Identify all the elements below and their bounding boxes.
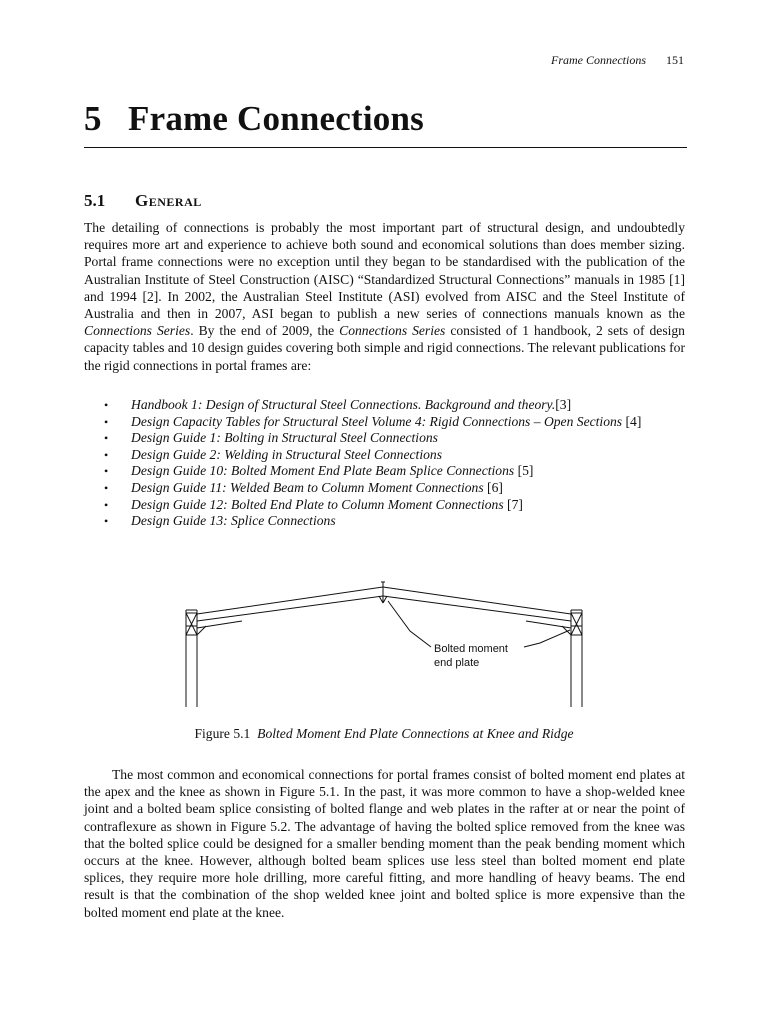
body-paragraph-2: The most common and economical connections for portal frames consist of bolted moment end plates at the apex and the knee as shown in Figure 5.1. In the past, it was more common to have a shop-welded knee joint and a bolted beam splice consisting of bolted flange and web plates in the rafter at or near the point of contraflexure as shown in Figure 5.2. The advantage of having the bolted splice removed from the knee was that the bolted splice could be designed for a smaller bending moment than the peak bending moment which occurs at the knee. However, although bolted beam splices use less steel than bolted moment end plate splices, they require more hole drilling, more careful fitting, and more handling of heavy beams. The end result is that the combination of the shop welded knee joint and bolted splice is more expensive than the bolted moment end plate at the knee. (84, 767, 685, 920)
right-rafter (383, 587, 571, 621)
publication-title: Design Guide 13: Splice Connections (131, 513, 336, 529)
publication-list (84, 397, 685, 530)
para1-italic-2: Connections Series (339, 323, 446, 339)
portal-frame-drawing (182, 577, 588, 712)
publication-ref: [7] (503, 496, 523, 512)
chapter-title-text: Frame Connections (128, 99, 424, 138)
list-item (84, 397, 685, 414)
right-column (571, 610, 582, 707)
para1-text-3: consisted of 1 handbook, 2 sets of design capacity tables and 10 design guides covering both simple and rigid connections. The relevant publications for the rigid connections in portal frames are: (84, 323, 685, 373)
callout-label-line-2: end plate (434, 657, 480, 669)
para1-text-1: The detailing of connections is probably the most important part of structural design, and undoubtedly requires more art and experience to achieve both sound and economical solutions than does member sizing. Portal frame connections were no exception until they began to be standardised with the publication of the Australian Institute of Steel Construction (AISC) “Standardized Structural Connections” manuals in 1985 [1] and 1994 [2]. In 2002, the Australian Steel Institute (ASI) evolved from AISC and the Steel Institute of Australia and then in 2007, ASI began to publish a new series of connections manuals known as the (84, 220, 685, 322)
para1-italic-1: Connections Series (84, 323, 191, 339)
list-item (84, 513, 685, 530)
publication-ref: [5] (514, 463, 534, 479)
list-item (84, 414, 685, 431)
list-item (84, 447, 685, 464)
figure-number: Figure 5.1 (194, 726, 251, 741)
publication-ref: [4] (622, 413, 642, 429)
list-item (84, 480, 685, 497)
publication-title: Design Guide 10: Bolted Moment End Plate Beam Splice Connections (131, 463, 515, 479)
section-title: General (135, 191, 202, 210)
running-head (551, 53, 684, 68)
left-rafter (197, 587, 383, 621)
publication-ref: [3] (555, 397, 572, 412)
ridge-end-plate (379, 582, 387, 603)
section-number: 5.1 (84, 191, 106, 210)
list-item (84, 430, 685, 447)
figure-caption (0, 726, 768, 742)
list-item (84, 497, 685, 514)
publication-title: Design Guide 12: Bolted End Plate to Column Moment Connections (131, 496, 504, 512)
left-column (186, 610, 197, 707)
list-item (84, 463, 685, 480)
publication-title: Design Guide 2: Welding in Structural Steel Connections (131, 446, 442, 462)
page-number: 151 (666, 53, 684, 67)
chapter-number: 5 (84, 99, 102, 138)
publication-title: Design Guide 1: Bolting in Structural Steel Connections (131, 430, 438, 446)
publication-title: Design Guide 11: Welded Beam to Column Moment Connections (131, 479, 484, 495)
portal-frame-figure (182, 577, 588, 712)
callout-label-line-1: Bolted moment (434, 643, 508, 655)
running-head-title: Frame Connections (551, 53, 646, 67)
chapter-title (84, 97, 687, 148)
body-paragraph-1 (84, 219, 685, 374)
section-heading (84, 191, 202, 211)
figure-title: Bolted Moment End Plate Connections at Knee and Ridge (257, 726, 574, 741)
publication-title: Handbook 1: Design of Structural Steel Connections. Background and theory. (131, 397, 556, 412)
publication-ref: [6] (483, 479, 503, 495)
left-knee-haunch (197, 621, 242, 635)
para1-text-2: . By the end of 2009, the (190, 323, 340, 339)
publication-title: Design Capacity Tables for Structural Steel Volume 4: Rigid Connections – Open Sections (131, 413, 623, 429)
